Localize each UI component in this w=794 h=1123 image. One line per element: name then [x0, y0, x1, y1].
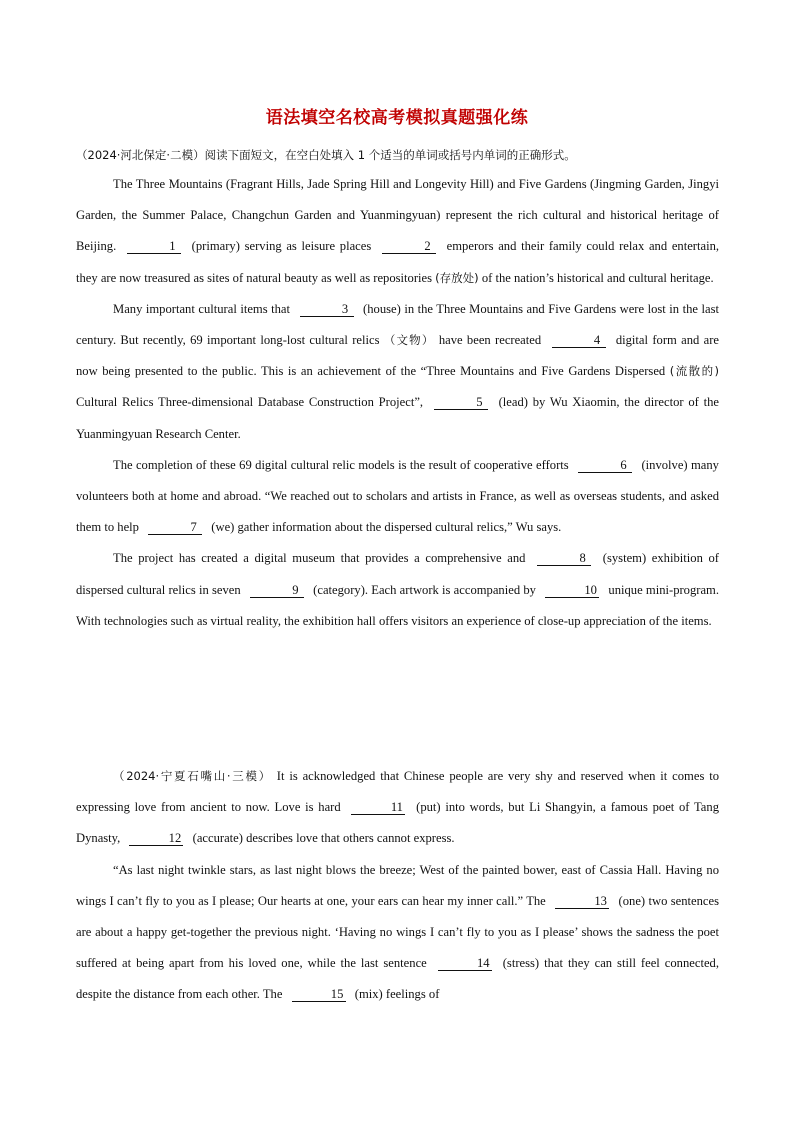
- text-segment: The completion of these 69 digital cultural relic models is the result of cooperative efforts: [113, 457, 569, 472]
- passage2-paragraph-2: [76, 855, 719, 1011]
- text-segment: (primary) serving as leisure places: [191, 239, 372, 254]
- text-segment: (accurate) describes love that others cannot express.: [192, 831, 455, 846]
- text-segment: emperors and their family could relax and entertain, they are now treasured as sites of natural beauty as well as repositories: [76, 239, 720, 285]
- passage1-paragraph-3: [76, 450, 719, 544]
- text-segment: (put) into words, but Li Shangyin, a famous poet of Tang Dynasty,: [76, 800, 719, 846]
- text-segment: unique mini-program. With technologies such as virtual reality, the exhibition hall offers visitors an experience of close-up appreciation of the items.: [76, 582, 720, 628]
- blank-6[interactable]: 6: [578, 458, 632, 473]
- passage1-paragraph-4: [76, 543, 719, 637]
- passage2-source: （2024·宁夏石嘴山·三模）: [113, 769, 272, 783]
- blank-11[interactable]: 11: [351, 800, 405, 815]
- blank-1[interactable]: 1: [127, 239, 181, 254]
- text-segment: It is acknowledged that Chinese people are very shy and reserved when it comes to expressing love from ancient to now. Love is hard: [76, 769, 719, 815]
- passage2-paragraph-1: [76, 761, 719, 855]
- blank-8[interactable]: 8: [537, 551, 591, 566]
- passage2: [76, 761, 719, 1011]
- text-segment: digital form and are now being presented to the public. This is an achievement of the “Three Mountains and Five Gardens Dispersed: [76, 333, 720, 379]
- blank-4[interactable]: 4: [552, 333, 606, 348]
- text-segment: of the nation’s historical and cultural heritage.: [481, 270, 714, 285]
- blank-14[interactable]: 14: [438, 956, 492, 971]
- blank-3[interactable]: 3: [300, 302, 354, 317]
- text-segment: (we) gather information about the dispersed cultural relics,” Wu says.: [211, 520, 562, 535]
- blank-13[interactable]: 13: [555, 894, 609, 909]
- chinese-gloss: （文物）: [383, 333, 435, 348]
- text-segment: (mix) feelings of: [354, 987, 440, 1002]
- text-segment: (involve) many volunteers both at home and abroad. “We reached out to scholars and artists in France, as well as overseas students, and asked them to help: [76, 457, 719, 535]
- text-segment: (house) in the Three Mountains and Five Gardens were lost in the last century. But recently, 69 important long-lost cultural relics: [76, 301, 719, 348]
- page-title: 语法填空名校高考模拟真题强化练: [265, 108, 529, 128]
- text-segment: (category). Each artwork is accompanied by: [313, 582, 536, 597]
- blank-7[interactable]: 7: [148, 520, 202, 535]
- chinese-gloss: (流散的): [669, 364, 719, 379]
- passage1-source: （2024·河北保定·二模）阅读下面短文，在空白处填入 1 个适当的单词或括号内单词的正确形式。: [76, 148, 576, 162]
- chinese-gloss: (存放处): [435, 270, 479, 285]
- text-segment: Many important cultural items that: [113, 301, 291, 316]
- text-segment: (system) exhibition of dispersed cultural relics in seven: [76, 551, 719, 597]
- passage1-paragraph-2: [76, 294, 719, 450]
- text-segment: have been recreated: [438, 333, 542, 348]
- text-segment: “As last night twinkle stars, as last night blows the breeze; West of the painted bower, east of Cassia Hall. Having no wings I can’t fly to you as I please; Our hearts at one, your ears can hear my inner call.” The: [76, 862, 719, 908]
- blank-12[interactable]: 12: [129, 831, 183, 846]
- passage1: [76, 169, 719, 637]
- text-segment: (one) two sentences are about a happy get-together the previous night. ‘Having no wings I can’t fly to you as I please’ shows the sadness the poet suffered at being apart from his loved one, while the last sentence: [76, 893, 719, 971]
- blank-2[interactable]: 2: [382, 239, 436, 254]
- blank-9[interactable]: 9: [250, 583, 304, 598]
- blank-10[interactable]: 10: [545, 583, 599, 598]
- blank-15[interactable]: 15: [292, 987, 346, 1002]
- text-segment: The Three Mountains (Fragrant Hills, Jade Spring Hill and Longevity Hill) and Five Gardens (Jingming Garden, Jingyi Garden, the Summer Palace, Changchun Garden and Yuanmingyuan) represent the rich cultural and historical heritage of Beijing.: [76, 177, 719, 254]
- passage1-paragraph-1: [76, 169, 719, 294]
- text-segment: Cultural Relics Three-dimensional Database Construction Project”,: [76, 395, 424, 410]
- text-segment: (stress) that they can still feel connected, despite the distance from each other. The: [76, 956, 719, 1002]
- passage1-instructions: [76, 140, 719, 171]
- text-segment: (lead) by Wu Xiaomin, the director of the Yuanmingyuan Research Center.: [76, 395, 719, 441]
- blank-5[interactable]: 5: [434, 395, 488, 410]
- text-segment: The project has created a digital museum that provides a comprehensive and: [113, 551, 526, 566]
